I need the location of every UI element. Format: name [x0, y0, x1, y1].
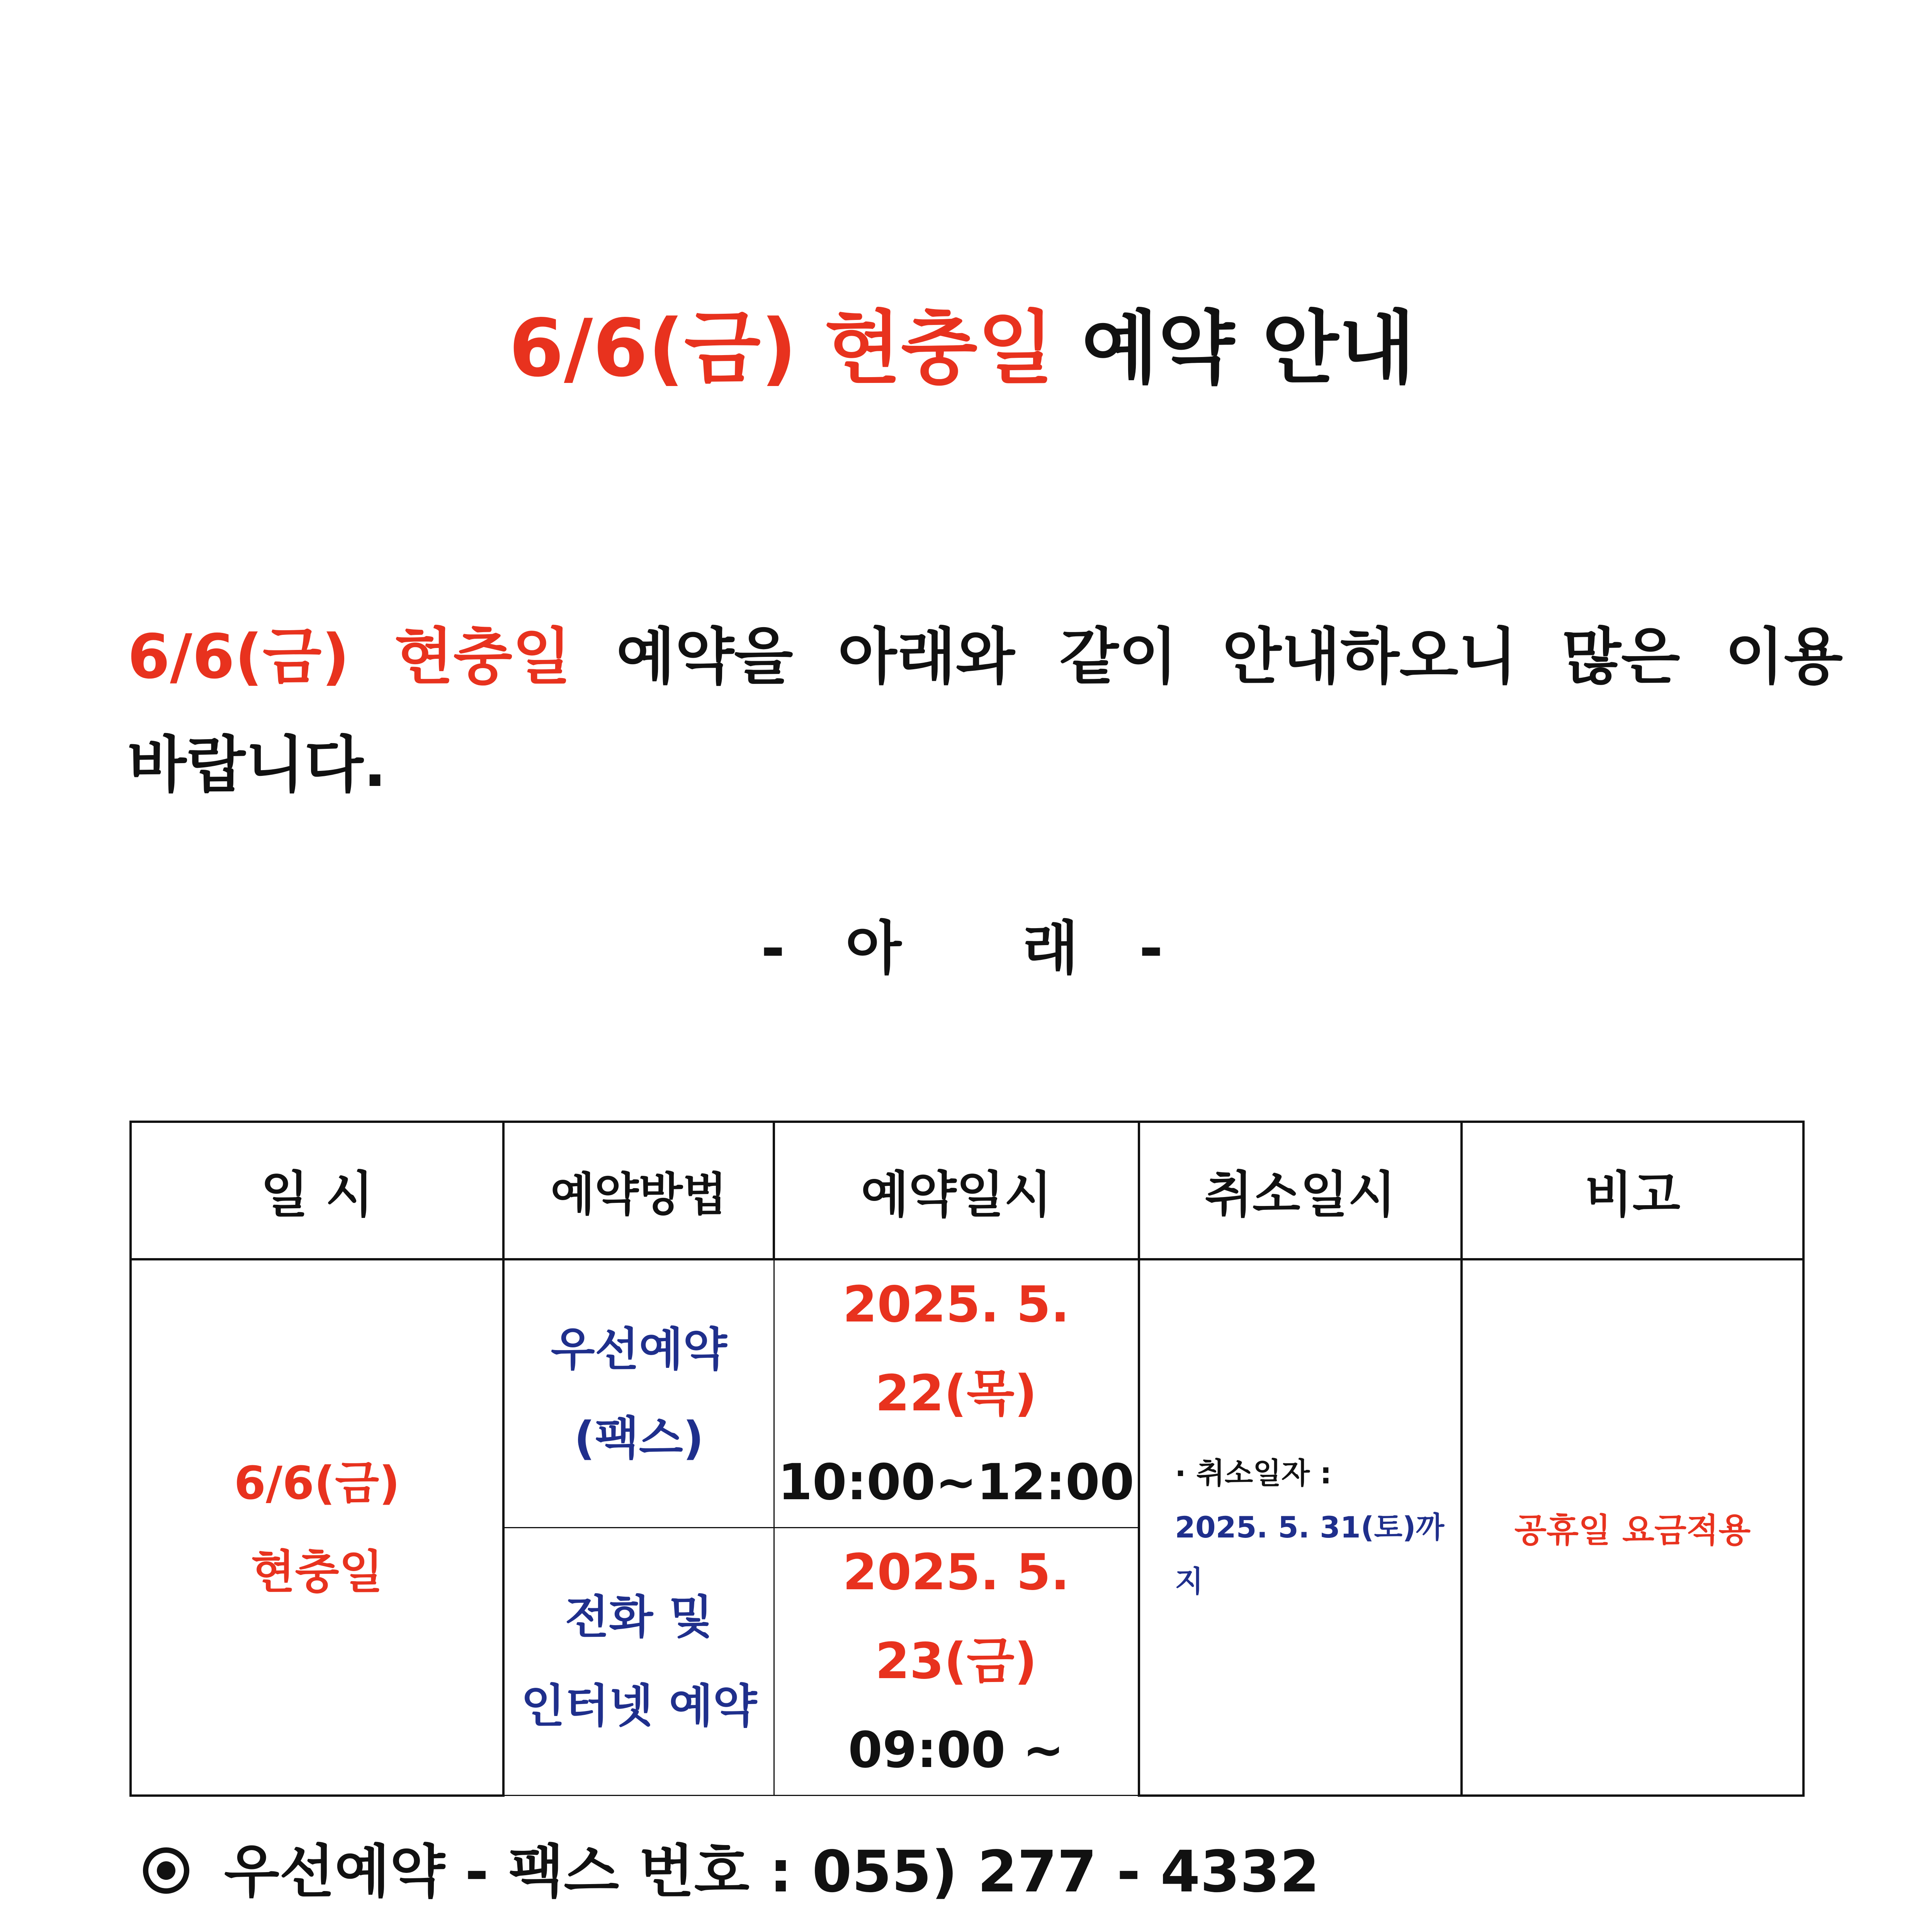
intro-paragraph	[127, 603, 1843, 819]
method-phone-line1: 전화 및	[565, 1590, 713, 1644]
note-cell: 공휴일 요금적용	[1462, 1259, 1803, 1796]
title-holiday: 현충일	[824, 303, 1054, 395]
title-rest: 예약 안내	[1081, 303, 1415, 395]
intro-date: 6/6(금)	[127, 621, 350, 692]
cancel-deadline: 2025. 5. 31(토)까지	[1175, 1510, 1445, 1599]
table-row	[131, 1259, 1803, 1528]
header-note: 비고	[1462, 1122, 1803, 1259]
intro-holiday: 현충일	[394, 621, 571, 692]
reservation-hours-phone: 09:00 ~	[848, 1721, 1064, 1779]
header-method: 예약방법	[503, 1122, 774, 1259]
table-header-row	[131, 1122, 1803, 1259]
reservation-date-fax: 2025. 5. 22(목)	[843, 1276, 1070, 1422]
header-reservation-time: 예약일시	[774, 1122, 1139, 1259]
reservation-date-phone: 2025. 5. 23(금)	[843, 1544, 1070, 1690]
method-fax-line2: (팩스)	[574, 1412, 704, 1465]
intro-text: 예약을 아래와 같이 안내하오니 많은 이용바랍니다.	[127, 621, 1843, 801]
schedule-table	[129, 1121, 1805, 1797]
header-cancel-time: 취소일시	[1139, 1122, 1462, 1259]
reservation-time-cell-fax	[774, 1259, 1139, 1528]
below-label: - 아 래 -	[761, 915, 1163, 982]
holiday-date-cell	[131, 1259, 503, 1796]
title-date: 6/6(금)	[509, 303, 797, 395]
bullet-icon	[143, 1847, 189, 1894]
holiday-date: 6/6(금)	[234, 1456, 400, 1510]
contact-fax	[143, 1838, 1320, 1905]
header-date: 일 시	[131, 1122, 503, 1259]
method-cell-fax	[503, 1259, 774, 1528]
method-phone-line2: 인터넷 예약	[521, 1679, 757, 1733]
page-title	[0, 305, 1924, 393]
reservation-hours-fax: 10:00~12:00	[778, 1454, 1134, 1511]
method-cell-phone	[503, 1528, 774, 1796]
reservation-time-cell-phone	[774, 1528, 1139, 1796]
holiday-name: 현충일	[251, 1545, 383, 1599]
cancel-label: · 취소일자 :	[1175, 1456, 1332, 1490]
method-fax-line1: 우선예약	[551, 1323, 727, 1376]
contact-fax-text: 우선예약 - 팩스 번호 : 055) 277 - 4332	[224, 1838, 1320, 1905]
cancel-cell	[1139, 1259, 1462, 1796]
